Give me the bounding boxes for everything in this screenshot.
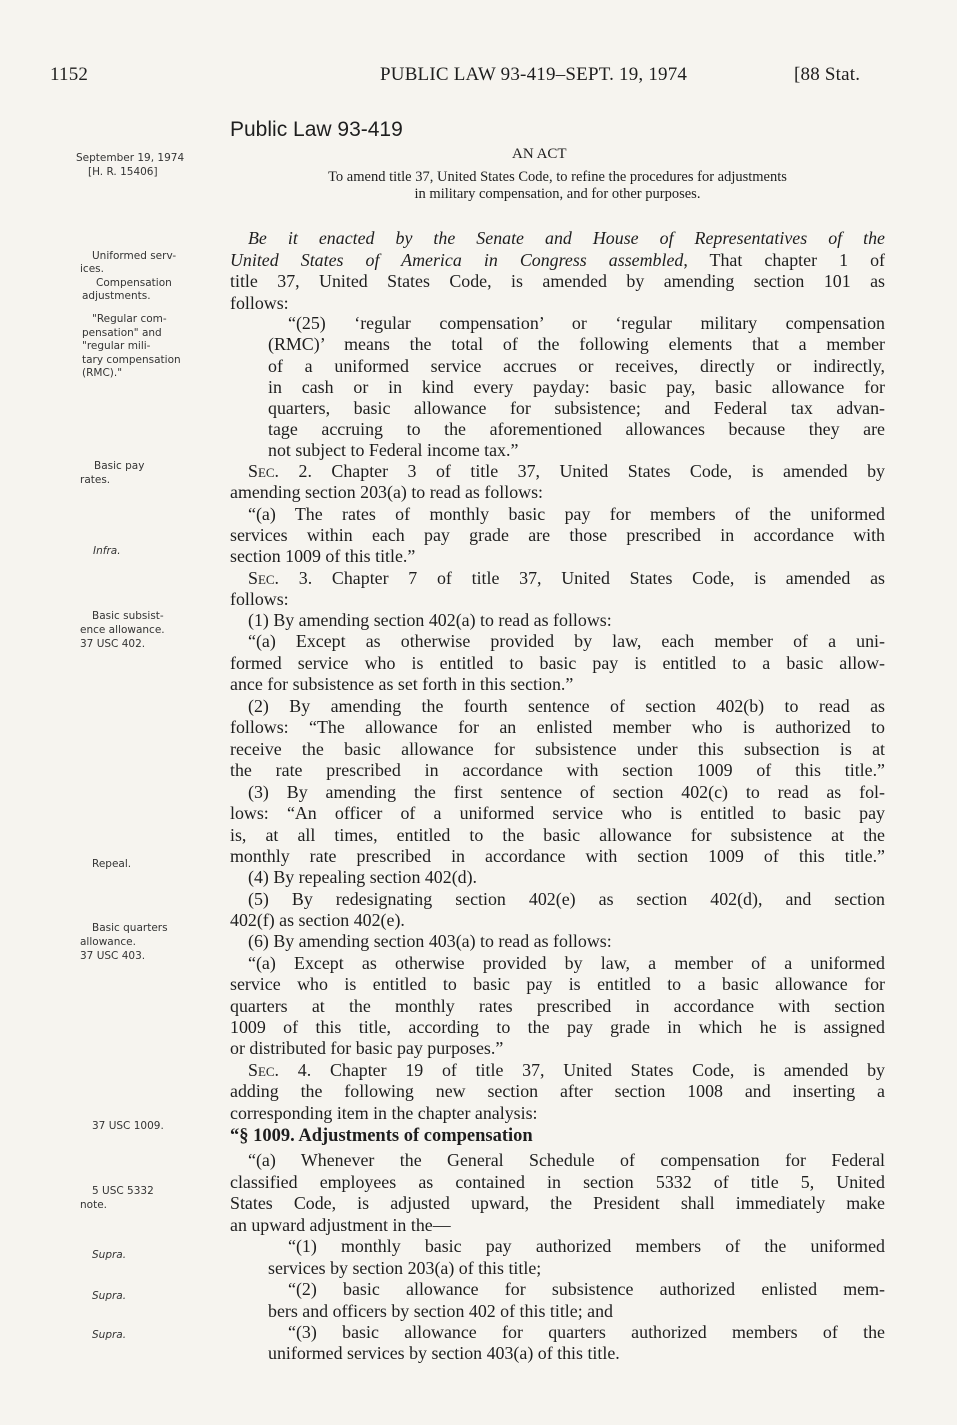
body-line: services by section 203(a) of this title;: [268, 1258, 542, 1278]
body-line: bers and officers by section 402 of this title; and: [268, 1301, 613, 1321]
body-line: 1009 of this title, according to the pay grade in which he is assigned: [230, 1017, 885, 1037]
body-line: section 1009 of this title.”: [230, 546, 416, 566]
margin-note: ices.: [80, 263, 104, 275]
body-line: 402(f) as section 402(e).: [230, 910, 405, 930]
body-line: “(2) basic allowance for subsistence authorized enlisted mem-: [288, 1279, 885, 1299]
margin-note: Basic quarters: [92, 922, 168, 934]
body-line: ance for subsistence as set forth in this section.”: [230, 674, 574, 694]
body-text: 3. Chapter 7 of title 37, United States Code, is amended as: [279, 568, 885, 588]
body-line: quarters, basic allowance for subsistence; and Federal tax advan-: [268, 398, 885, 418]
margin-note: 37 USC 1009.: [92, 1120, 164, 1132]
section-label: Sec.: [248, 568, 280, 588]
body-line: (4) By repealing section 402(d).: [248, 867, 478, 887]
body-line: of a uniformed service accrues or receives, directly or indirectly,: [268, 356, 885, 376]
act-purpose-line-1: To amend title 37, United States Code, to refine the procedures for adjustments: [328, 169, 787, 185]
enacting-clause-italic: United States of America in Congress assembled: [230, 250, 684, 270]
margin-note: rates.: [80, 474, 111, 486]
body-line: in cash or in kind every payday: basic pay, basic allowance for: [268, 377, 885, 397]
margin-note: "regular mili-: [82, 340, 151, 352]
body-line: services within each pay grade are those prescribed in accordance with: [230, 525, 885, 545]
body-line: monthly rate prescribed in accordance with section 1009 of this title.”: [230, 846, 885, 866]
body-line: formed service who is entitled to basic pay is entitled to a basic allow-: [230, 653, 885, 673]
body-line: lows: “An officer of a uniformed service who is entitled to basic pay: [230, 803, 885, 823]
body-line: corresponding item in the chapter analysis:: [230, 1103, 538, 1123]
body-line: receive the basic allowance for subsistence under this subsection is at: [230, 739, 885, 759]
body-line: “(3) basic allowance for quarters authorized members of the: [288, 1322, 885, 1342]
body-line: [230, 250, 885, 272]
body-text: , That chapter 1 of: [683, 250, 885, 270]
margin-note: Supra.: [92, 1290, 127, 1302]
margin-note: Repeal.: [92, 858, 132, 870]
act-heading: AN ACT: [512, 146, 567, 162]
margin-date: September 19, 1974: [76, 152, 185, 164]
body-line: not subject to Federal income tax.”: [268, 440, 519, 460]
margin-note: allowance.: [80, 936, 136, 948]
body-line: [248, 568, 885, 590]
body-line: or distributed for basic pay purposes.”: [230, 1038, 504, 1058]
margin-note: note.: [80, 1199, 107, 1211]
act-purpose-line-2: in military compensation, and for other purposes.: [414, 186, 701, 202]
margin-note: 37 USC 403.: [80, 950, 146, 962]
body-line: “(a) Except as otherwise provided by law, each member of a uni-: [248, 631, 885, 651]
margin-note: Supra.: [92, 1249, 127, 1261]
margin-note: adjustments.: [82, 290, 151, 302]
margin-note: (RMC).": [82, 367, 123, 379]
body-line: an upward adjustment in the—: [230, 1215, 451, 1235]
body-line: Be it enacted by the Senate and House of Representatives of the: [248, 228, 885, 248]
body-line: (2) By amending the fourth sentence of section 402(b) to read as: [248, 696, 885, 716]
body-line: “(1) monthly basic pay authorized members of the uniformed: [288, 1236, 885, 1256]
section-label: Sec.: [248, 461, 280, 481]
body-line: (RMC)’ means the total of the following elements that a member: [268, 334, 885, 354]
body-line: service who is entitled to basic pay is entitled to a basic allowance for: [230, 974, 885, 994]
body-line: follows:: [230, 589, 289, 609]
margin-note: ence allowance.: [80, 624, 165, 636]
margin-note: Supra.: [92, 1329, 127, 1341]
body-line: States Code, is adjusted upward, the President shall immediately make: [230, 1193, 885, 1213]
statute-volume: [88 Stat.: [794, 64, 861, 85]
margin-note: 37 USC 402.: [80, 638, 146, 650]
margin-note: Uniformed serv-: [92, 250, 177, 262]
body-line: amending section 203(a) to read as follows:: [230, 482, 543, 502]
running-title: PUBLIC LAW 93-419–SEPT. 19, 1974: [380, 64, 688, 85]
body-line: quarters at the monthly rates prescribed in accordance with section: [230, 996, 885, 1016]
section-label: Sec.: [248, 1060, 280, 1080]
body-line: uniformed services by section 403(a) of this title.: [268, 1343, 620, 1363]
body-line: classified employees as contained in section 5332 of title 5, United: [230, 1172, 885, 1192]
body-line: the rate prescribed in accordance with section 1009 of this title.”: [230, 760, 885, 780]
body-line: [248, 461, 885, 483]
body-line: follows:: [230, 293, 289, 313]
margin-note: Compensation: [96, 277, 172, 289]
body-line: “(a) The rates of monthly basic pay for members of the uniformed: [248, 504, 885, 524]
page-number: 1152: [50, 64, 89, 85]
body-line: tage accruing to the aforementioned allowances because they are: [268, 419, 885, 439]
body-line: “(25) ‘regular compensation’ or ‘regular military compensation: [288, 313, 885, 333]
margin-note: pensation" and: [82, 327, 162, 339]
body-line: (5) By redesignating section 402(e) as section 402(d), and section: [248, 889, 885, 909]
law-name: Public Law 93-419: [230, 118, 403, 141]
body-line: (3) By amending the first sentence of section 402(c) to read as fol-: [248, 782, 885, 802]
margin-note: 5 USC 5332: [92, 1185, 154, 1197]
body-line: follows: “The allowance for an enlisted member who is authorized to: [230, 717, 885, 737]
body-line: “(a) Whenever the General Schedule of compensation for Federal: [248, 1150, 885, 1170]
margin-note: Basic pay: [94, 460, 145, 472]
margin-note: Infra.: [93, 545, 121, 557]
body-line: is, at all times, entitled to the basic allowance for subsistence at the: [230, 825, 885, 845]
body-line: [248, 1060, 885, 1082]
margin-note: Basic subsist-: [92, 610, 164, 622]
section-heading: “§ 1009. Adjustments of compensation: [230, 1126, 533, 1146]
body-text: 4. Chapter 19 of title 37, United States Code, is amended by: [279, 1060, 885, 1080]
body-line: adding the following new section after section 1008 and inserting a: [230, 1081, 885, 1101]
body-line: “(a) Except as otherwise provided by law, a member of a uniformed: [248, 953, 885, 973]
body-line: (6) By amending section 403(a) to read as follows:: [248, 931, 612, 951]
margin-bill-number: [H. R. 15406]: [88, 166, 158, 178]
body-line: title 37, United States Code, is amended by amending section 101 as: [230, 271, 885, 291]
body-line: (1) By amending section 402(a) to read as follows:: [248, 610, 612, 630]
margin-note: "Regular com-: [92, 313, 167, 325]
body-text: 2. Chapter 3 of title 37, United States Code, is amended by: [279, 461, 885, 481]
margin-note: tary compensation: [82, 354, 181, 366]
